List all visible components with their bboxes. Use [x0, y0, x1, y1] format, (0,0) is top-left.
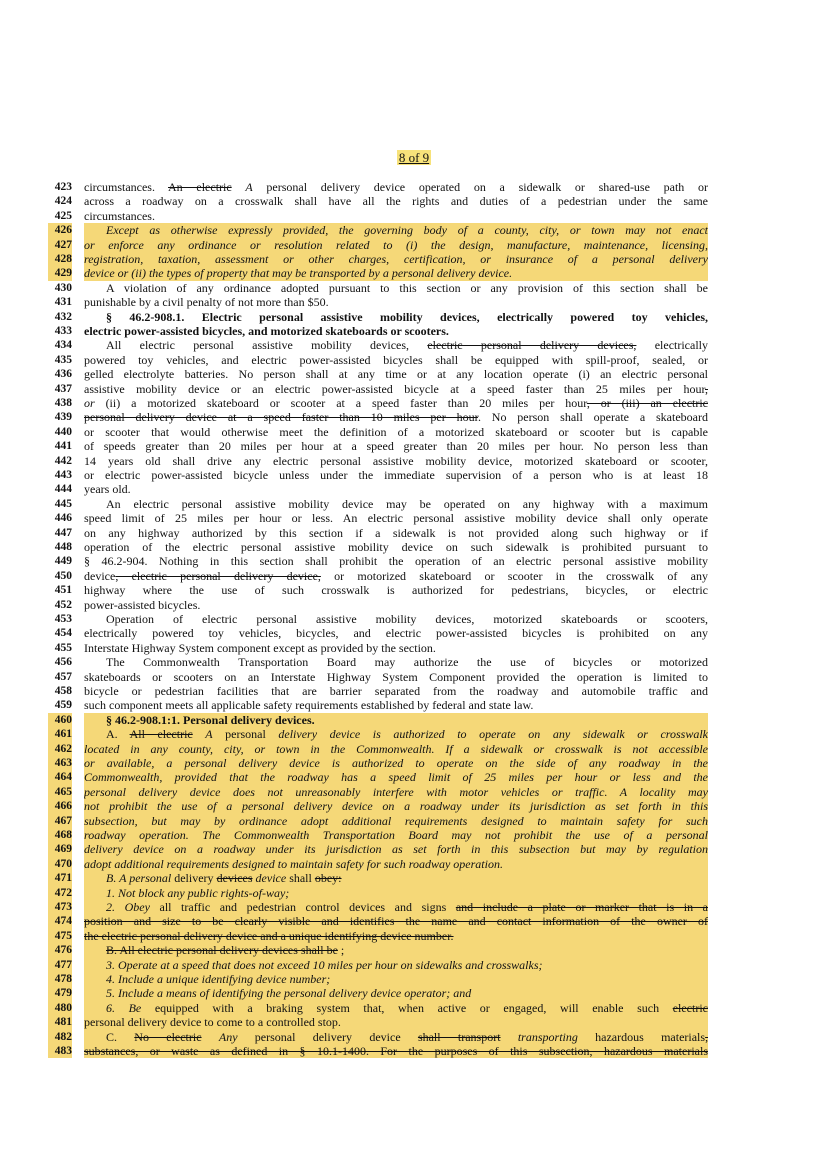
inserted-text: delivery device on a roadway under its jurisdiction as set forth in this subsection but may by regulation [84, 842, 708, 857]
line-number: 458 [54, 685, 72, 697]
line-number: 442 [54, 454, 72, 467]
text-line [0, 583, 828, 597]
struck-text: the electric personal delivery device and a unique identifying device number. [84, 928, 454, 943]
line-text [84, 655, 708, 669]
text-segment: § 46.2-908.1. Electric personal assistive mobility devices, electrically powered toy vehicles, [106, 309, 708, 324]
line-number: 426 [48, 223, 72, 237]
line-number: 470 [48, 857, 72, 871]
struck-text: electric [672, 1000, 708, 1015]
inserted-text: 2. Obey [106, 900, 150, 914]
line-number: 478 [48, 972, 72, 986]
text-segment: or electric power-assisted bicycle unless under the immediate supervision of a person who is at least 18 [84, 468, 708, 482]
line-number: 471 [48, 871, 72, 885]
text-line [0, 396, 828, 410]
struck-text: , [705, 1029, 708, 1044]
text-line [0, 209, 828, 223]
line-text [84, 626, 708, 640]
inserted-text: transporting [517, 1029, 578, 1044]
inserted-text: device or (ii) the types of property that may be transported by a personal delivery device. [84, 266, 513, 281]
line-number: 435 [54, 353, 72, 366]
line-text [84, 1030, 708, 1044]
inserted-text: or enforce any ordinance or resolution related to (i) the design, manufacture, maintenance, licensing, [84, 237, 708, 252]
text-line [0, 655, 828, 669]
line-number: 462 [48, 742, 72, 756]
line-number: 430 [54, 281, 72, 294]
line-text [84, 828, 708, 842]
line-number: 445 [54, 497, 72, 510]
line-number: 460 [48, 713, 72, 727]
text-line [0, 641, 828, 655]
text-line [0, 425, 828, 439]
text-segment: on any highway authorized by this section if a sidewalk is not provided along such highway or if [84, 525, 708, 540]
line-text [84, 770, 708, 784]
text-line [0, 353, 828, 367]
text-segment: electrically [636, 338, 708, 353]
line-text [84, 684, 708, 698]
line-number: 466 [48, 799, 72, 813]
line-number: 457 [54, 670, 72, 683]
text-line [0, 785, 828, 799]
text-segment: 14 years old shall drive any electric personal assistive mobility device, motorized skateboard or scooter, [84, 453, 708, 468]
text-line [0, 727, 828, 741]
text-line [0, 799, 828, 813]
text-segment: device [84, 568, 116, 583]
line-text [84, 482, 708, 496]
struck-text: B. All electric personal delivery devices shall be [106, 943, 338, 958]
line-text [84, 540, 708, 554]
line-number: 450 [54, 569, 72, 582]
text-line [0, 238, 828, 252]
text-line [0, 410, 828, 424]
text-line [0, 598, 828, 612]
line-text [84, 569, 708, 583]
text-line [0, 1001, 828, 1015]
line-text [84, 871, 708, 885]
inserted-text: B. A personal [106, 871, 172, 886]
line-text [84, 612, 708, 626]
inserted-text: not prohibit the use of a personal delivery device on a roadway under its jurisdiction as set forth in this [84, 799, 708, 814]
line-number: 479 [48, 986, 72, 1000]
inserted-text: 6. Be [106, 1000, 142, 1015]
text-segment: A. [106, 727, 130, 742]
text-line [0, 929, 828, 943]
line-number: 444 [54, 483, 72, 496]
text-segment: Operation of electric personal assistive mobility devices, motorized skateboards or scooters, [106, 612, 708, 626]
line-text [84, 180, 708, 194]
line-number: 441 [54, 440, 72, 453]
line-text [84, 972, 708, 986]
text-segment: delivery [171, 871, 217, 886]
text-line [0, 281, 828, 295]
text-segment [501, 1030, 518, 1044]
text-line [0, 698, 828, 712]
line-text [84, 410, 708, 424]
line-text [84, 785, 708, 799]
text-segment: skateboards or scooters on an Interstate Highway System Component provided the operation is limited to [84, 669, 708, 684]
line-text [84, 1001, 708, 1015]
text-line [0, 684, 828, 698]
text-segment: The Commonwealth Transportation Board may authorize the use of bicycles or motorized [106, 655, 708, 670]
text-line [0, 1030, 828, 1044]
text-segment: personal [212, 727, 279, 742]
line-text [84, 1044, 708, 1058]
text-segment: § 46.2-904. Nothing in this section shall prohibit the operation of an electric personal assistive mobility [84, 554, 708, 569]
inserted-text: or available, a personal delivery device is authorized to operate on the side of any roadway in the [84, 756, 708, 770]
inserted-text: Any [218, 1029, 238, 1044]
struck-text: , or (iii) an electric [586, 396, 708, 410]
line-text [84, 526, 708, 540]
line-text [84, 986, 708, 1000]
line-text [84, 382, 708, 396]
line-number: 428 [48, 252, 72, 266]
text-line [0, 439, 828, 453]
line-text [84, 886, 708, 900]
line-text [84, 598, 708, 612]
text-segment: electric power-assisted bicycles, and motorized skateboards or scooters. [84, 324, 449, 338]
text-line [0, 468, 828, 482]
inserted-text: 5. Include a means of identifying the personal delivery device operator; and [106, 986, 472, 1001]
text-segment: (ii) a motorized skateboard or scooter at a speed faster than 20 miles per hour [94, 396, 587, 410]
line-text [84, 194, 708, 208]
inserted-text: 3. Operate at a speed that does not exceed 10 miles per hour on sidewalks and crosswalks; [106, 957, 543, 972]
text-line [0, 540, 828, 554]
line-number: 427 [48, 238, 72, 252]
line-text [84, 670, 708, 684]
text-segment: equipped with a braking system that, when active or engaged, will enable such [141, 1000, 673, 1015]
line-number: 438 [54, 397, 72, 409]
text-segment: shall [286, 871, 315, 886]
text-line [0, 338, 828, 352]
line-number: 453 [54, 613, 72, 625]
line-number: 431 [54, 296, 72, 309]
text-segment: gelled electrolyte batteries. No person shall at any time or at any location operate (i) an electric personal [84, 367, 708, 382]
text-segment: highway where the use of such crosswalk is authorized for pedestrians, bicycles, or electric [84, 583, 708, 598]
inserted-text: roadway operation. The Commonwealth Transportation Board may not prohibit the use of a personal [84, 828, 708, 842]
line-number: 425 [54, 209, 72, 222]
line-text [84, 396, 708, 410]
line-number: 451 [54, 584, 72, 597]
line-number: 447 [54, 526, 72, 539]
text-segment: personal delivery device to come to a controlled stop. [84, 1015, 341, 1030]
text-line [0, 1044, 828, 1058]
line-number: 477 [48, 958, 72, 972]
line-text [84, 554, 708, 568]
struck-text: personal delivery device at a speed faster than 10 miles per hour [84, 410, 478, 425]
text-line [0, 986, 828, 1000]
line-text [84, 713, 708, 727]
struck-text: No electric [134, 1029, 202, 1044]
line-text [84, 857, 708, 871]
text-line [0, 814, 828, 828]
text-segment: personal delivery device operated on a sidewalk or shared-use path or [252, 180, 708, 194]
line-text [84, 338, 708, 352]
text-segment: ; [337, 943, 345, 958]
text-line [0, 1015, 828, 1029]
line-text [84, 1015, 708, 1029]
text-line [0, 310, 828, 324]
text-line [0, 943, 828, 957]
line-number: 424 [54, 195, 72, 208]
text-line [0, 842, 828, 856]
line-text [84, 295, 708, 309]
line-text [84, 353, 708, 367]
line-text [84, 742, 708, 756]
line-number: 434 [54, 339, 72, 352]
line-number: 437 [54, 382, 72, 395]
text-line [0, 511, 828, 525]
line-text [84, 209, 708, 223]
text-segment [202, 1030, 219, 1044]
line-number: 480 [48, 1001, 72, 1015]
text-line [0, 454, 828, 468]
line-text [84, 900, 708, 914]
line-text [84, 756, 708, 770]
inserted-text: Except as otherwise expressly provided, the governing body of a county, city, or town may not enact [106, 223, 708, 238]
line-number: 449 [54, 555, 72, 568]
struck-text: , [705, 381, 708, 396]
inserted-text: adopt additional requirements designed to maintain safety for such roadway operation. [84, 856, 503, 871]
line-number: 436 [54, 368, 72, 381]
text-line [0, 526, 828, 540]
text-segment: punishable by a civil penalty of not more than $50. [84, 295, 329, 310]
text-line [0, 554, 828, 568]
struck-text: shall transport [417, 1029, 501, 1044]
line-text [84, 511, 708, 525]
struck-text: obey: [314, 871, 342, 886]
struck-text: All electric [129, 727, 193, 742]
inserted-text: located in any county, city, or town in the Commonwealth. If a sidewalk or crosswalk is not accessible [84, 741, 708, 756]
inserted-text: A [205, 727, 213, 742]
line-number: 465 [48, 785, 72, 799]
text-line [0, 295, 828, 309]
line-text [84, 310, 708, 324]
line-text [84, 266, 708, 280]
line-number: 440 [54, 425, 72, 438]
line-text [84, 439, 708, 453]
text-line [0, 742, 828, 756]
text-line [0, 713, 828, 727]
text-segment: hazardous materials [577, 1029, 706, 1044]
text-segment: bicycle or pedestrian facilities that are barrier separated from the roadway and automobile traffic and [84, 684, 708, 698]
inserted-text: A [245, 180, 253, 194]
line-number: 482 [48, 1030, 72, 1044]
line-number: 432 [54, 310, 72, 323]
struck-text: position and size to be clearly visible and identifies the name and contact information of the owner of [84, 914, 708, 929]
text-segment [193, 727, 206, 741]
line-text [84, 641, 708, 655]
inserted-text: 1. Not block any public rights-of-way; [106, 885, 290, 900]
inserted-text: delivery device is authorized to operate on any sidewalk or crosswalk [278, 727, 708, 742]
line-number: 464 [48, 770, 72, 784]
text-segment: powered toy vehicles, and electric power-assisted bicycles shall be equipped with spill-proof, sealed, or [84, 352, 708, 367]
line-number: 472 [48, 886, 72, 900]
text-segment: electrically powered toy vehicles, bicycles, and electric power-assisted bicycles is prohibited on any [84, 626, 708, 641]
text-line [0, 886, 828, 900]
line-number: 468 [48, 828, 72, 842]
text-line [0, 324, 828, 338]
text-line [0, 482, 828, 496]
text-line [0, 252, 828, 266]
text-segment: All electric personal assistive mobility devices, [106, 338, 428, 353]
line-text [84, 223, 708, 237]
line-number: 475 [48, 929, 72, 943]
line-number: 456 [54, 656, 72, 669]
inserted-text: 4. Include a unique identifying device number; [106, 972, 331, 986]
text-segment: circumstances. [84, 180, 169, 194]
line-text [84, 238, 708, 252]
text-segment: A violation of any ordinance adopted pursuant to this section or any provision of this section shall be [106, 280, 708, 295]
line-text [84, 799, 708, 813]
text-segment: speed limit of 25 miles per hour or less. An electric personal assistive mobility device shall only operate [84, 511, 708, 526]
text-segment [232, 180, 246, 194]
line-number: 448 [54, 541, 72, 553]
line-number: 433 [54, 325, 72, 337]
text-line [0, 612, 828, 626]
inserted-text: or [84, 396, 95, 410]
line-number: 481 [48, 1015, 72, 1029]
line-text [84, 814, 708, 828]
line-number: 459 [54, 699, 72, 712]
line-text [84, 324, 708, 338]
text-segment: circumstances. [84, 208, 155, 223]
line-number: 452 [54, 598, 72, 611]
line-text [84, 252, 708, 266]
line-number: 461 [48, 727, 72, 741]
inserted-text: device [255, 871, 287, 886]
inserted-text: subsection, but may by ordinance adopt additional requirements designed to maintain safety for such [84, 813, 708, 828]
text-line [0, 223, 828, 237]
line-number: 423 [54, 181, 72, 193]
line-number: 469 [48, 842, 72, 856]
line-text [84, 497, 708, 511]
inserted-text: Commonwealth, provided that the roadway has a speed limit of 25 miles per hour or less and the [84, 770, 708, 785]
text-segment: An electric personal assistive mobility device may be operated on any highway with a maximum [106, 496, 708, 511]
struck-text: and include a plate or marker that is in a [455, 900, 708, 914]
text-segment: such component meets all applicable safety requirements established by federal and state law. [84, 698, 534, 713]
line-number: 429 [48, 266, 72, 280]
text-segment: or motorized skateboard or scooter in the crosswalk of any [320, 568, 708, 583]
text-line [0, 972, 828, 986]
line-number: 439 [54, 411, 72, 424]
line-text [84, 929, 708, 943]
text-line [0, 382, 828, 396]
line-text [84, 425, 708, 439]
struck-text: electric personal delivery devices, [427, 338, 637, 353]
text-line [0, 266, 828, 280]
line-text [84, 367, 708, 381]
text-line [0, 958, 828, 972]
text-segment: C. [106, 1029, 135, 1044]
struck-text: , electric personal delivery device, [115, 568, 321, 583]
text-line [0, 857, 828, 871]
text-segment: years old. [84, 482, 131, 497]
text-segment: of speeds greater than 20 miles per hour at a speed greater than 20 miles per hour. No person less than [84, 439, 708, 454]
line-number: 473 [48, 900, 72, 914]
line-number: 467 [48, 814, 72, 828]
text-line [0, 180, 828, 194]
text-line [0, 367, 828, 381]
text-segment: . No person shall operate a skateboard [477, 410, 708, 425]
text-line [0, 756, 828, 770]
text-line [0, 900, 828, 914]
text-line [0, 670, 828, 684]
line-text [84, 914, 708, 928]
line-text [84, 468, 708, 482]
line-number: 455 [54, 641, 72, 654]
text-segment: § 46.2-908.1:1. Personal delivery devices. [106, 712, 315, 727]
struck-text: devices [216, 871, 253, 886]
line-text [84, 727, 708, 741]
line-number: 476 [48, 943, 72, 957]
line-text [84, 454, 708, 468]
line-text [84, 943, 708, 957]
line-text [84, 583, 708, 597]
line-number: 454 [54, 627, 72, 640]
text-line [0, 770, 828, 784]
text-segment: personal delivery device [237, 1029, 418, 1044]
line-number: 483 [48, 1044, 72, 1058]
line-text [84, 842, 708, 856]
struck-text: substances, or waste as defined in § 10.1-1400. For the purposes of this subsection, hazardous materials [84, 1044, 708, 1058]
struck-text: An electric [168, 180, 232, 194]
line-text [84, 958, 708, 972]
line-text [84, 281, 708, 295]
line-number: 446 [54, 512, 72, 525]
text-segment: power-assisted bicycles. [84, 597, 201, 612]
text-segment: operation of the electric personal assistive mobility device on such sidewalk is prohibited pursuant to [84, 540, 708, 554]
inserted-text: personal delivery device does not unreasonably interfere with motor vehicles or traffic. A locality may [84, 784, 708, 799]
text-line [0, 569, 828, 583]
page-number: 8 of 9 [398, 150, 430, 165]
text-line [0, 194, 828, 208]
text-line [0, 914, 828, 928]
text-segment: assistive mobility device or an electric power-assisted bicycle at a speed faster than 25 miles per hour [84, 381, 705, 396]
inserted-text: registration, taxation, assessment or other charges, certification, or insurance of a personal delivery [84, 252, 708, 266]
line-number: 474 [48, 914, 72, 928]
text-line [0, 871, 828, 885]
text-segment: all traffic and pedestrian control devices and signs [149, 900, 456, 914]
text-line [0, 828, 828, 842]
line-number: 463 [48, 756, 72, 770]
text-segment: or scooter that would otherwise meet the definition of a motorized skateboard or scooter but is capable [84, 424, 708, 439]
text-segment: across a roadway on a crosswalk shall have all the rights and duties of a pedestrian under the same [84, 194, 708, 209]
text-line [0, 497, 828, 511]
text-segment: Interstate Highway System component except as provided by the section. [84, 640, 436, 655]
line-text [84, 698, 708, 712]
text-line [0, 626, 828, 640]
line-number: 443 [54, 469, 72, 481]
